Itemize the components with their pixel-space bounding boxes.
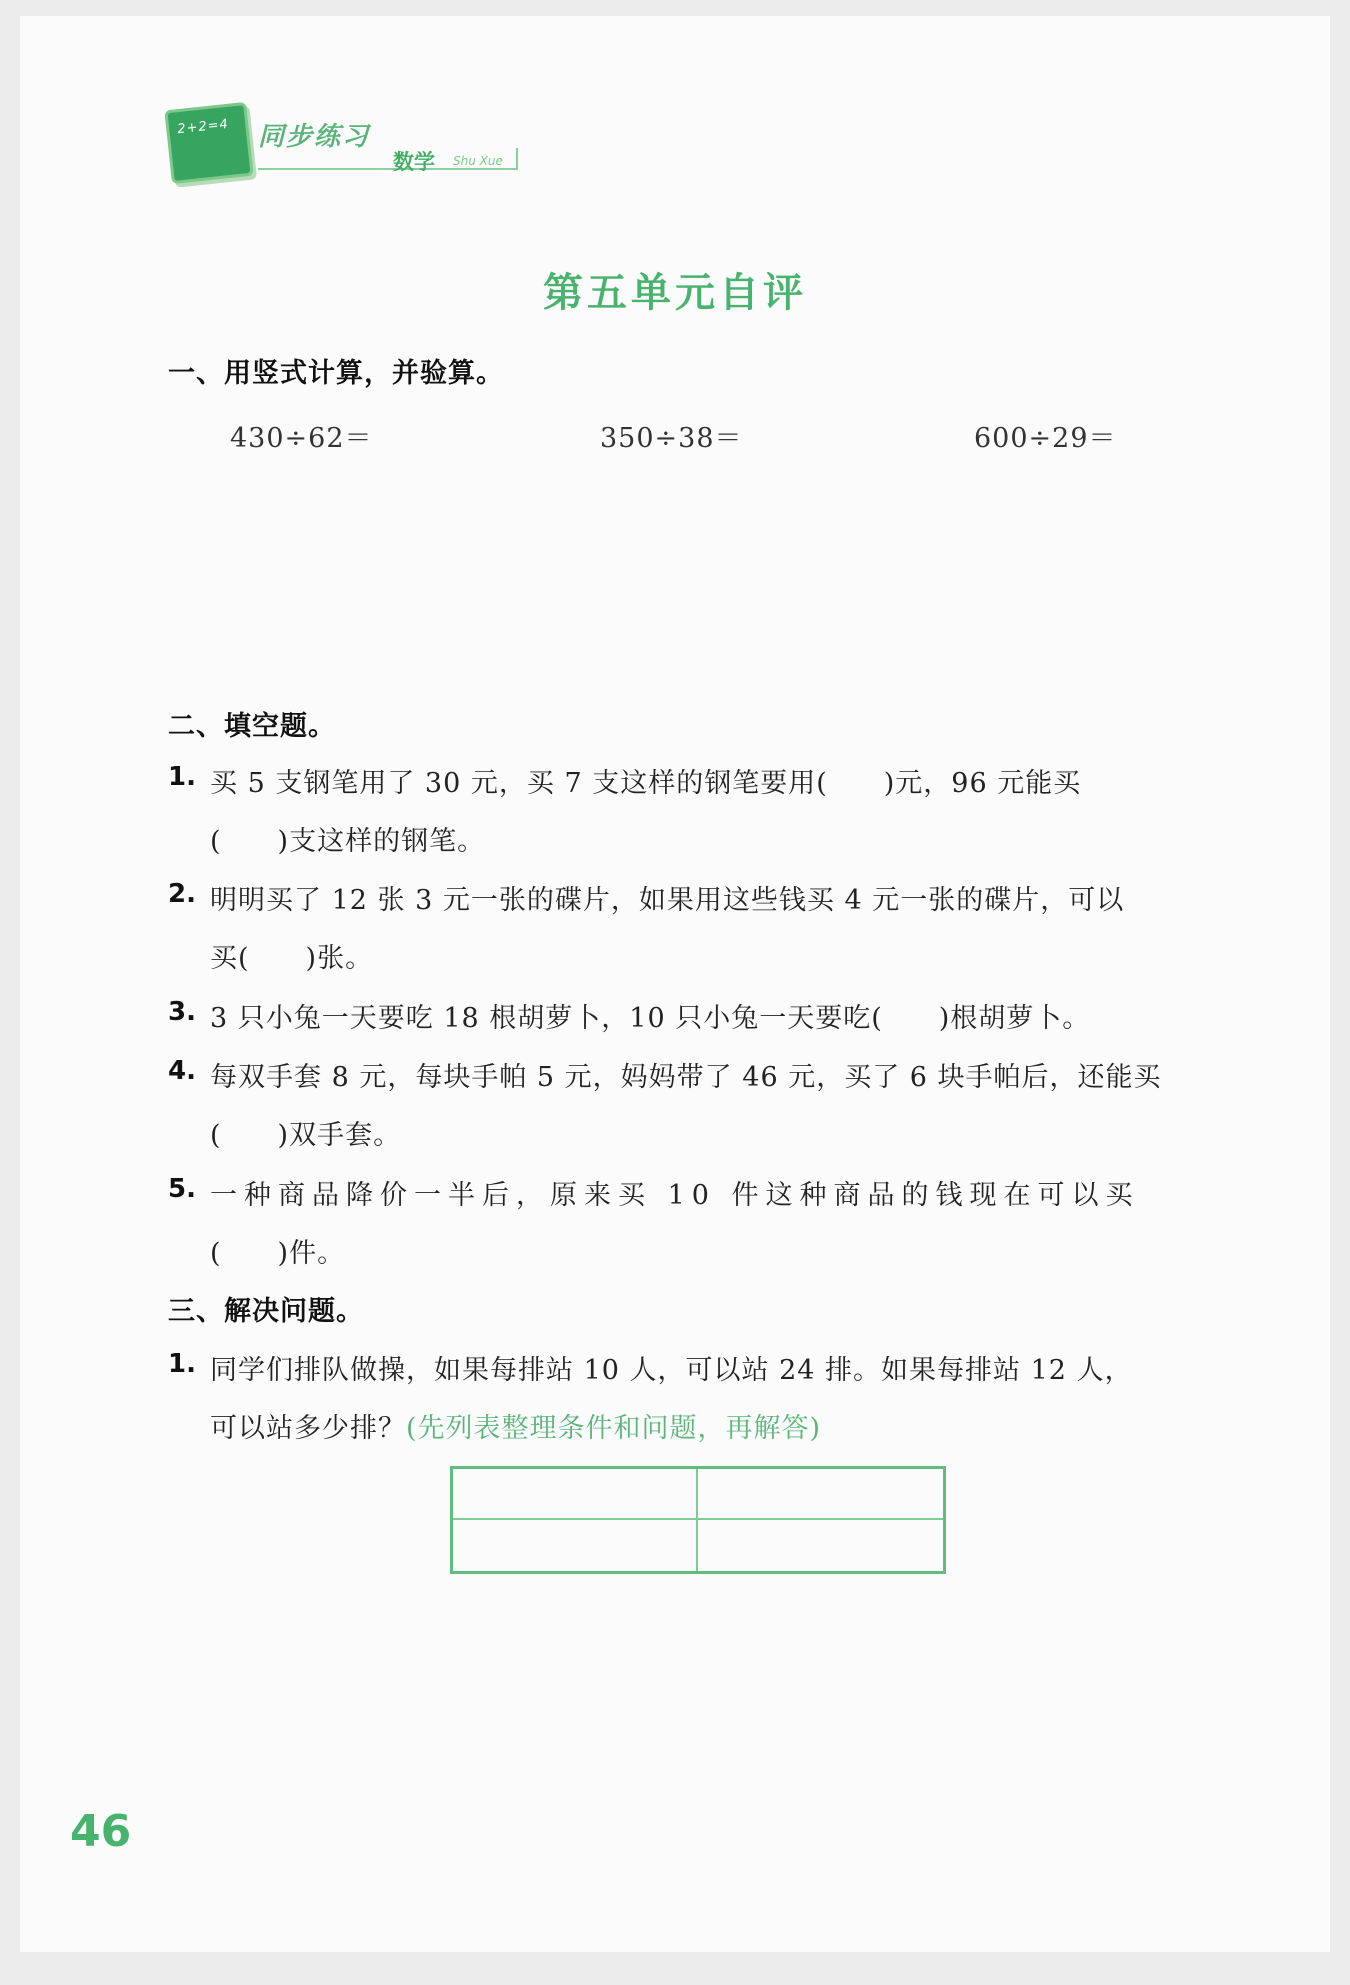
table-cell[interactable] xyxy=(453,1469,698,1520)
question-number: 2. xyxy=(168,879,196,909)
page-number: 46 xyxy=(70,1806,132,1857)
series-title: 同步练习 xyxy=(258,122,371,152)
page-title: 第五单元自评 xyxy=(543,269,807,316)
question-text: 明明买了 12 张 3 元一张的碟片，如果用这些钱买 4 元一张的碟片，可以 xyxy=(210,885,1125,916)
question-text: 买( )张。 xyxy=(210,943,374,974)
question-hint: (先列表整理条件和问题，再解答) xyxy=(406,1413,822,1444)
header-badge xyxy=(168,88,528,188)
question-text: 同学们排队做操，如果每排站 10 人，可以站 24 排。如果每排站 12 人， xyxy=(210,1355,1133,1386)
question-number: 4. xyxy=(168,1056,196,1086)
table-cell[interactable] xyxy=(698,1469,943,1520)
subject-pinyin: Shu Xue xyxy=(453,154,503,168)
question-number: 5. xyxy=(168,1174,196,1204)
question-number: 1. xyxy=(168,762,196,792)
question-text: ( )支这样的钢笔。 xyxy=(210,826,486,857)
question-text: 一种商品降价一半后，原来买 10 件这种商品的钱现在可以买 xyxy=(210,1180,1140,1211)
section-heading-fill-blank: 二、填空题。 xyxy=(168,711,336,742)
question-text: 3 只小兔一天要吃 18 根胡萝卜，10 只小兔一天要吃( )根胡萝卜。 xyxy=(210,1003,1091,1034)
section-heading-calculation: 一、用竖式计算，并验算。 xyxy=(168,358,504,389)
question-text-line xyxy=(210,1406,821,1445)
section-heading-problem-solving: 三、解决问题。 xyxy=(168,1296,364,1327)
question-text: 买 5 支钢笔用了 30 元，买 7 支这样的钢笔要用( )元，96 元能买 xyxy=(210,768,1082,799)
question-number: 3. xyxy=(168,997,196,1027)
header-underline-end xyxy=(516,148,518,170)
chalkboard-icon xyxy=(164,102,253,184)
calc-problem: 350÷38＝ xyxy=(600,423,743,454)
subject-label: 数学 xyxy=(393,150,435,174)
worksheet-page xyxy=(20,16,1330,1952)
question-text: 每双手套 8 元，每块手帕 5 元，妈妈带了 46 元，买了 6 块手帕后，还能买 xyxy=(210,1062,1162,1093)
table-cell[interactable] xyxy=(698,1520,943,1571)
calc-problem: 430÷62＝ xyxy=(230,423,373,454)
chalkboard-text: 2+2=4 xyxy=(176,116,230,138)
table-cell[interactable] xyxy=(453,1520,698,1571)
question-text: ( )双手套。 xyxy=(210,1120,402,1151)
question-number: 1. xyxy=(168,1349,196,1379)
question-text: 可以站多少排？ xyxy=(210,1413,406,1444)
header-underline xyxy=(258,168,518,170)
question-text: ( )件。 xyxy=(210,1238,346,1269)
calc-problem: 600÷29＝ xyxy=(974,423,1117,454)
answer-table[interactable] xyxy=(450,1466,946,1574)
